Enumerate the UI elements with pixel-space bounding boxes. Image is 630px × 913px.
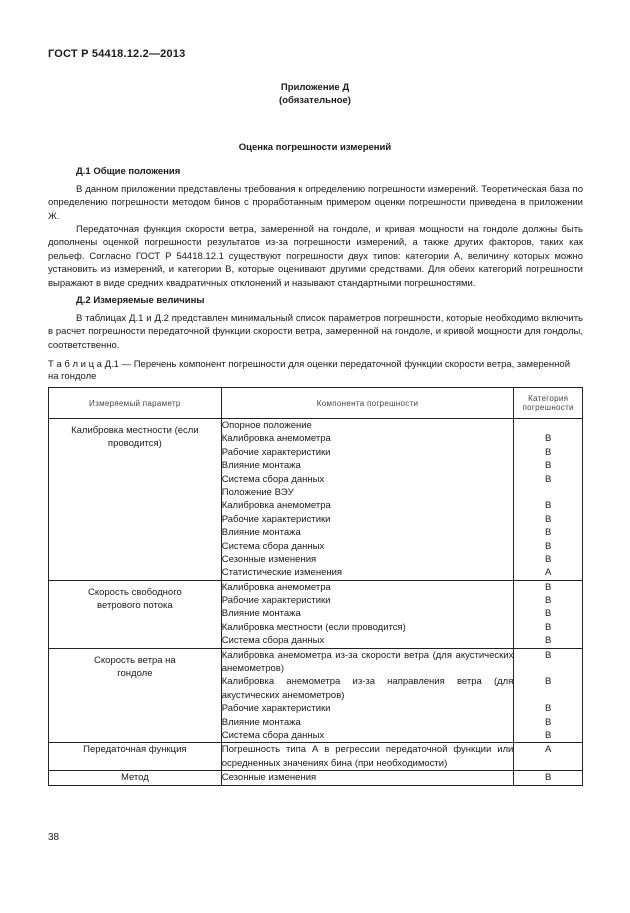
category-value: В (545, 595, 552, 607)
category-value: В (545, 433, 552, 445)
paragraph: Передаточная функция скорости ветра, замеренной на гондоле, и кривая мощности на гондоле должны быть дополнены оценкой погрешности результатов из-за погрешности измерений, а также других факторов, таких как рельеф. Согласно ГОСТ Р 54418.12.1 существуют погрешности двух типов: категории А, величину которых можно установить из измерений, и категории В, которые оценивают другими средствами. Для обеих категорий погрешности выражают в виде средних квадратичных отклонений и называют стандартными погрешностями. (48, 224, 583, 289)
category-cell (514, 771, 583, 785)
parameter-cell: Калибровка местности (если проводится) (49, 419, 222, 581)
category-value: В (545, 649, 552, 661)
component-item: Система сбора данных (221, 635, 325, 647)
table-row (49, 580, 583, 648)
component-item: Погрешность типа А в регрессии передаточной функции или осредненных значениях бина (при необходимости) (221, 744, 514, 769)
category-value: В (545, 716, 552, 728)
component-item: Рабочие характеристики (221, 595, 331, 607)
section-heading: Д.1 Общие положения (76, 166, 181, 177)
section-heading: Д.2 Измеряемые величины (76, 295, 205, 306)
category-value: В (545, 621, 552, 633)
category-value: В (545, 581, 552, 593)
component-item: Рабочие характеристики (221, 513, 331, 525)
parameter-cell: Скорость ветра на гондоле (49, 648, 222, 743)
category-value: В (545, 676, 552, 688)
category-cell (514, 648, 583, 743)
category-cell (514, 419, 583, 581)
component-item: Влияние монтажа (221, 608, 301, 620)
column-header: Измеряемый параметр (49, 388, 222, 419)
table-row (49, 419, 583, 581)
component-item: Влияние монтажа (221, 460, 301, 472)
component-item: Калибровка анемометра (221, 500, 331, 512)
component-item: Рабочие характеристики (221, 703, 331, 715)
component-cell (221, 580, 514, 648)
category-value: В (545, 772, 552, 784)
component-item: Сезонные изменения (221, 772, 317, 784)
appendix-title: Приложение Д (280, 82, 350, 93)
component-item: Влияние монтажа (221, 716, 301, 728)
component-item: Рабочие характеристики (221, 446, 331, 458)
category-value: В (545, 553, 552, 565)
document-header: ГОСТ Р 54418.12.2—2013 (48, 48, 186, 60)
component-item: Калибровка местности (если проводится) (221, 621, 406, 633)
component-item: Калибровка анемометра (221, 581, 331, 593)
table-row (49, 771, 583, 785)
component-item: Калибровка анемометра из-за направления ветра (для акустических анемометров) (221, 676, 514, 701)
component-item: Влияние монтажа (221, 527, 301, 539)
appendix-status: (обязательное) (279, 95, 351, 106)
category-value: А (545, 567, 552, 579)
component-item: Система сбора данных (221, 540, 325, 552)
category-value: В (545, 635, 552, 647)
page-number: 38 (48, 832, 60, 843)
component-item: Положение ВЭУ (221, 486, 294, 498)
component-cell (221, 743, 514, 771)
category-cell (514, 580, 583, 648)
component-item: Система сбора данных (221, 730, 325, 742)
category-value: В (545, 527, 552, 539)
column-header: Компонента погрешности (221, 388, 514, 419)
parameter-cell: Передаточная функция (49, 743, 222, 771)
table-row (49, 743, 583, 771)
table-caption: Т а б л и ц а Д.1 — Перечень компонент погрешности для оценки передаточной функции скорости ветра, замеренной на гондоле (48, 359, 571, 382)
category-value: В (545, 446, 552, 458)
category-value: А (545, 744, 552, 756)
category-value (514, 486, 582, 499)
paragraph: В таблицах Д.1 и Д.2 представлен минимальный список параметров погрешности, которые необходимо включить в расчет погрешности передаточной функции скорости ветра, замеренной на гондоле, и кривой мощности для гондолы, соответственно. (48, 313, 583, 351)
category-value: В (545, 703, 552, 715)
component-item: Система сбора данных (221, 473, 325, 485)
component-item: Калибровка анемометра из-за скорости ветра (для акустических анемометров) (221, 649, 514, 675)
category-value: В (545, 473, 552, 485)
component-item: Статистические изменения (221, 567, 343, 579)
table-header-row (49, 388, 583, 419)
parameter-cell: Метод (49, 771, 222, 785)
page-title: Оценка погрешности измерений (238, 142, 392, 153)
category-value (514, 419, 582, 432)
component-cell (221, 419, 514, 581)
uncertainty-table (48, 387, 583, 786)
column-header: Категория погрешности (514, 388, 583, 419)
component-cell (221, 648, 514, 743)
paragraph: В данном приложении представлены требования к определению погрешности измерений. Теоретическая база по определению погрешности методом бинов с проработанным примером оценки погрешности приведена в приложении Ж. (48, 184, 583, 222)
category-value: В (545, 608, 552, 620)
category-value: В (545, 500, 552, 512)
category-value: В (545, 460, 552, 472)
category-value: В (545, 540, 552, 552)
category-value: В (545, 730, 552, 742)
component-item: Опорное положение (221, 420, 312, 431)
parameter-cell: Скорость свободного ветрового потока (49, 580, 222, 648)
component-item: Калибровка анемометра (221, 433, 331, 445)
table-row (49, 648, 583, 743)
category-cell (514, 743, 583, 771)
category-value: В (545, 513, 552, 525)
component-item: Сезонные изменения (221, 553, 317, 565)
component-cell (221, 771, 514, 785)
